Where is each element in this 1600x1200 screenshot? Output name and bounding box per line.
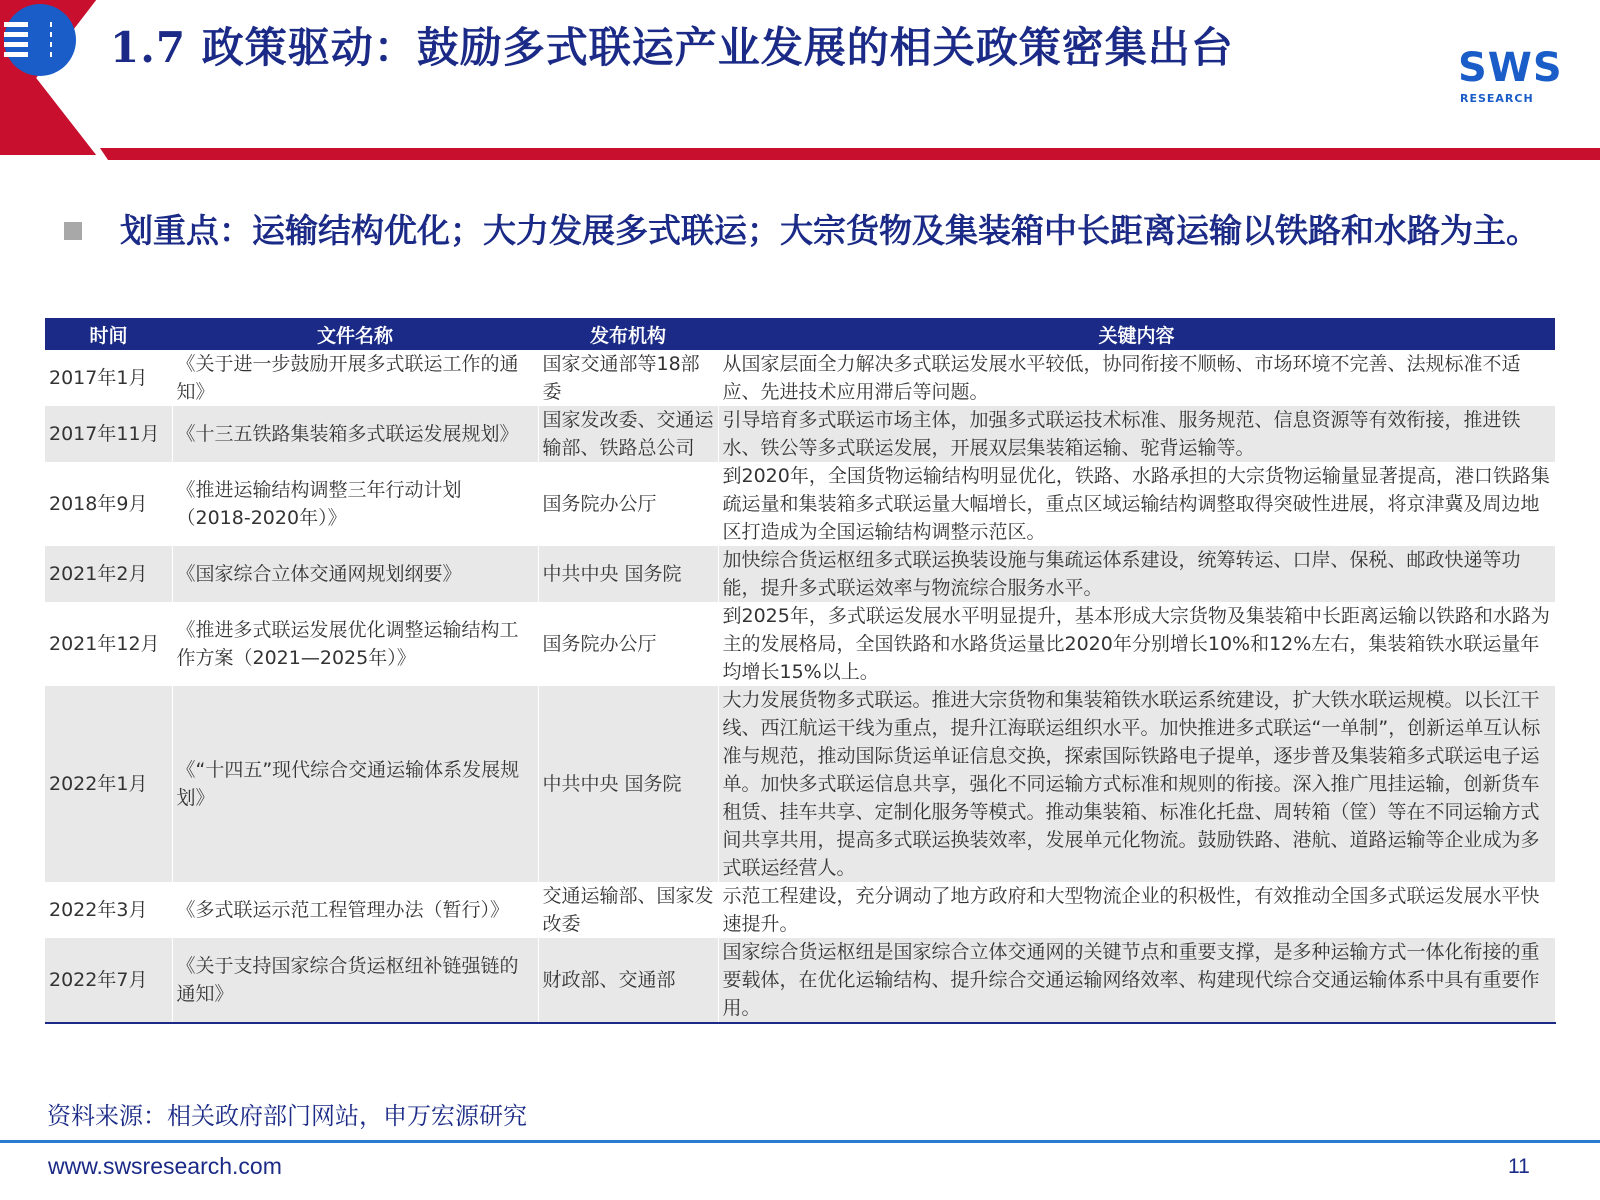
cell-time: 2017年1月 [45, 350, 172, 406]
cell-time: 2017年11月 [45, 406, 172, 462]
cell-document-name: 《推进运输结构调整三年行动计划（2018-2020年）》 [172, 462, 538, 546]
cell-document-name: 《“十四五”现代综合交通运输体系发展规划》 [172, 686, 538, 882]
cell-document-name: 《关于支持国家综合货运枢纽补链强链的通知》 [172, 938, 538, 1023]
table-row [45, 350, 1555, 406]
table-row [45, 406, 1555, 462]
cell-time: 2022年3月 [45, 882, 172, 938]
cell-issuer: 国务院办公厅 [538, 462, 718, 546]
table-row [45, 938, 1555, 1023]
cell-document-name: 《关于进一步鼓励开展多式联运工作的通知》 [172, 350, 538, 406]
header-document-name: 文件名称 [172, 318, 538, 350]
website-link[interactable]: www.swsresearch.com [48, 1153, 282, 1179]
cell-key-content: 从国家层面全力解决多式联运发展水平较低，协同衔接不顺畅、市场环境不完善、法规标准不适应、先进技术应用滞后等问题。 [718, 350, 1555, 406]
cell-time: 2018年9月 [45, 462, 172, 546]
cell-issuer: 财政部、交通部 [538, 938, 718, 1023]
footer-divider [0, 1140, 1600, 1143]
cell-key-content: 国家综合货运枢纽是国家综合立体交通网的关键节点和重要支撑，是多种运输方式一体化衔接的重要载体，在优化运输结构、提升综合交通运输网络效率、构建现代综合交通运输体系中具有重要作用。 [718, 938, 1555, 1023]
page-number: 11 [1508, 1155, 1530, 1178]
cell-key-content: 到2025年，多式联运发展水平明显提升，基本形成大宗货物及集装箱中长距离运输以铁路和水路为主的发展格局，全国铁路和水路货运量比2020年分别增长10%和12%左右，集装箱铁水联运量年均增长15%以上。 [718, 602, 1555, 686]
table-header-row [45, 318, 1555, 350]
bullet-square-icon [64, 222, 82, 240]
table-row [45, 546, 1555, 602]
cell-key-content: 加快综合货运枢纽多式联运换装设施与集疏运体系建设，统筹转运、口岸、保税、邮政快递等功能，提升多式联运效率与物流综合服务水平。 [718, 546, 1555, 602]
policy-table [45, 318, 1556, 1024]
logo-wordmark: SWS [1458, 45, 1563, 91]
cell-document-name: 《推进多式联运发展优化调整运输结构工作方案（2021—2025年）》 [172, 602, 538, 686]
cell-issuer: 交通运输部、国家发改委 [538, 882, 718, 938]
cell-document-name: 《国家综合立体交通网规划纲要》 [172, 546, 538, 602]
table-row [45, 602, 1555, 686]
header-time: 时间 [45, 318, 172, 350]
cell-issuer: 国务院办公厅 [538, 602, 718, 686]
cell-document-name: 《十三五铁路集装箱多式联运发展规划》 [172, 406, 538, 462]
cell-document-name: 《多式联运示范工程管理办法（暂行）》 [172, 882, 538, 938]
table-row [45, 686, 1555, 882]
logo-subtitle: RESEARCH [1460, 92, 1534, 105]
cell-key-content: 引导培育多式联运市场主体，加强多式联运技术标准、服务规范、信息资源等有效衔接，推进铁水、铁公等多式联运发展，开展双层集装箱运输、驼背运输等。 [718, 406, 1555, 462]
table-row [45, 462, 1555, 546]
cell-time: 2021年2月 [45, 546, 172, 602]
sws-logo-icon [0, 0, 200, 80]
cell-issuer: 中共中央 国务院 [538, 546, 718, 602]
source-note: 资料来源：相关政府部门网站，申万宏源研究 [47, 1102, 527, 1130]
cell-key-content: 到2020年，全国货物运输结构明显优化，铁路、水路承担的大宗货物运输量显著提高，港口铁路集疏运量和集装箱多式联运量大幅增长，重点区域运输结构调整取得突破性进展，将京津冀及周边地区打造成为全国运输结构调整示范区。 [718, 462, 1555, 546]
header-key-content: 关键内容 [718, 318, 1555, 350]
header-issuer: 发布机构 [538, 318, 718, 350]
slide-header [0, 0, 1600, 170]
cell-issuer: 国家发改委、交通运输部、铁路总公司 [538, 406, 718, 462]
table-row [45, 882, 1555, 938]
page-title: 1.7 政策驱动：鼓励多式联运产业发展的相关政策密集出台 [110, 23, 1234, 72]
cell-key-content: 示范工程建设，充分调动了地方政府和大型物流企业的积极性，有效推动全国多式联运发展水平快速提升。 [718, 882, 1555, 938]
cell-time: 2022年1月 [45, 686, 172, 882]
cell-issuer: 中共中央 国务院 [538, 686, 718, 882]
key-points-text: 划重点：运输结构优化；大力发展多式联运；大宗货物及集装箱中长距离运输以铁路和水路为主。 [120, 211, 1539, 250]
cell-time: 2021年12月 [45, 602, 172, 686]
cell-issuer: 国家交通部等18部委 [538, 350, 718, 406]
cell-time: 2022年7月 [45, 938, 172, 1023]
cell-key-content: 大力发展货物多式联运。推进大宗货物和集装箱铁水联运系统建设，扩大铁水联运规模。以长江干线、西江航运干线为重点，提升江海联运组织水平。加快推进多式联运“一单制”，创新运单互认标准与规范，推动国际货运单证信息交换，探索国际铁路电子提单，逐步普及集装箱多式联运电子运单。加快多式联运信息共享，强化不同运输方式标准和规则的衔接。深入推广甩挂运输，创新货车租赁、挂车共享、定制化服务等模式。推动集装箱、标准化托盘、周转箱（筐）等在不同运输方式间共享共用，提高多式联运换装效率，发展单元化物流。鼓励铁路、港航、道路运输等企业成为多式联运经营人。 [718, 686, 1555, 882]
